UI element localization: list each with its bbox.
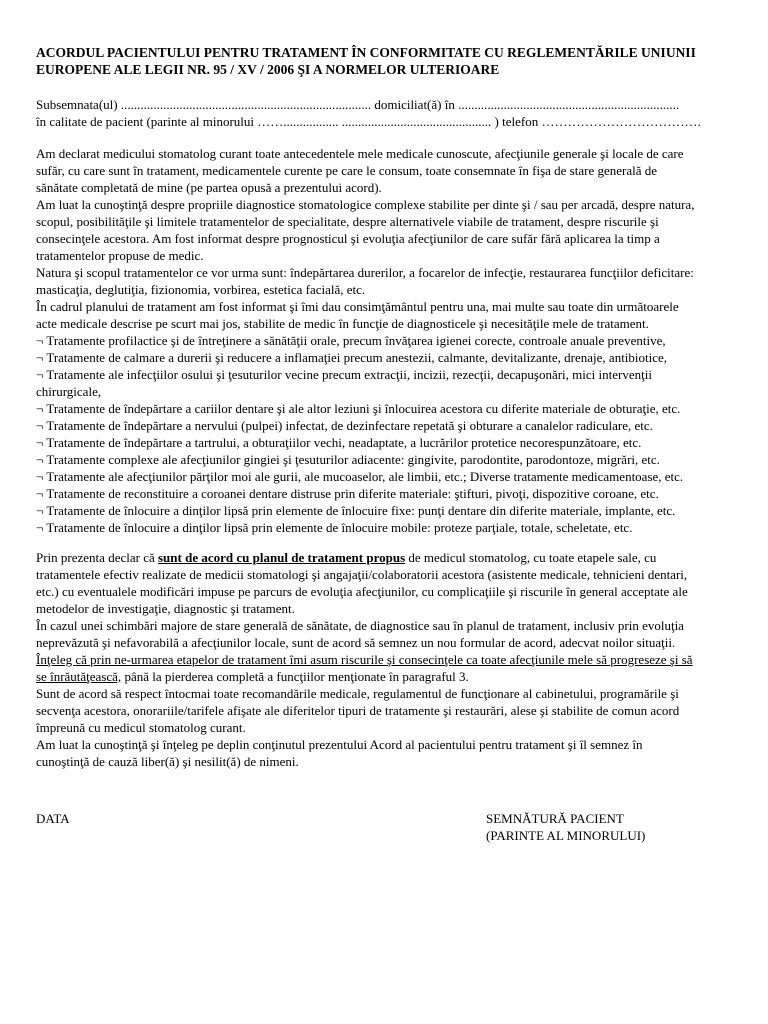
declaration-line: Am luat la cunoştinţă despre propriile diagnostice stomatologice complexe stabilite per dinte şi / sau per arcadă, despre natura, <box>36 197 695 212</box>
declaration-line: ¬ Tratamente profilactice şi de întreţinere a sănătăţii orale, precum învăţarea igienei corecte, controale anuale preventive, <box>36 333 666 348</box>
agreement-line: cunoştinţă de cauză liber(ă) şi nesilit(ă) de nimeni. <box>36 754 299 769</box>
agreement-paragraph <box>36 549 748 770</box>
declaration-line: Natura şi scopul tratamentelor ce vor urma sunt: îndepărtarea durerilor, a focarelor de infecţie, restaurarea funcţiilor deficitare: <box>36 265 694 280</box>
declaration-line: chirurgicale, <box>36 384 102 399</box>
declaration-line: ¬ Tratamente de îndepărtare a tartrului, a obturaţiilor vechi, neadaptate, a lucrărilor protetice necorespunzătoare, etc. <box>36 435 642 450</box>
declaration-line: acte medicale descrise pe scurt mai jos, stabilite de medic în funcţie de diagnosticele şi necesităţile mele de tratament. <box>36 316 649 331</box>
agreement-emphasis-text: sunt de acord cu planul de tratament propus <box>157 550 406 565</box>
agreement-line: etc.) cu eventualele modificări impuse pe parcurs de evoluţia afecţiunilor, cu complicaţiile şi riscurile în general acceptate ale <box>36 584 688 599</box>
declaration-line: ¬ Tratamente ale afecţiunilor părţilor moi ale gurii, ale mucoaselor, ale limbii, etc.; Diverse tratamente medicamentoase, etc. <box>36 469 684 484</box>
declaration-line: tratamentelor propuse de medic. <box>36 248 204 263</box>
declaration-line: ¬ Tratamente complexe ale afecţiunilor gingiei şi ţesuturilor adiacente: gingivite, parodontite, parodontoze, migrări, etc. <box>36 452 660 467</box>
agreement-intro-text: Prin prezenta declar că <box>36 550 158 565</box>
agreement-first-line <box>36 549 748 566</box>
patient-identity-fields <box>36 96 748 130</box>
guardian-phone-line: în calitate de pacient (parinte al minorului ……................. .............................................. ) telefon ………………………………. <box>36 114 701 129</box>
agreement-line: metodelor de investigaţie, diagnostic şi tratament. <box>36 601 295 616</box>
risk-acknowledgement-line: Înţeleg că prin ne-urmarea etapelor de tratament îmi asum riscurile şi consecinţele ca toate afecţiunile mele să progreseze şi să <box>36 652 693 667</box>
agreement-continuation-text: de medicul stomatolog, cu toate etapele sale, cu <box>405 550 657 565</box>
risk-underlined-text: se înrăutăţească, <box>36 669 122 684</box>
declaration-line: ¬ Tratamente ale infecţiilor osului şi ţesuturilor vecine precum extracţii, incizii, rezecţii, decapuşonări, mici intervenţii <box>36 367 652 382</box>
declaration-line: Am declarat medicului stomatolog curant toate antecedentele mele medicale cunoscute, afecţiunile generale şi locale de care <box>36 146 684 161</box>
risk-rest-text: până la pierderea completă a funcţiilor menţionate în paragraful 3. <box>121 669 469 684</box>
declaration-line: ¬ Tratamente de reconstituire a coroanei dentare distruse prin diferite materiale: ştifturi, pivoţi, dispozitive coroane, etc. <box>36 486 659 501</box>
agreement-line: împreună cu medicul stomatolog curant. <box>36 720 246 735</box>
agreement-line: Sunt de acord să respect întocmai toate recomandările medicale, regulamentul de funcţionare al cabinetului, programările şi <box>36 686 679 701</box>
declaration-line: sănătate completată de mine (pe partea opusă a prezentului acord). <box>36 180 382 195</box>
date-label: DATA <box>36 811 70 826</box>
declaration-line: ¬ Tratamente de îndepărtare a nervului (pulpei) infectat, de dezinfectare repetată şi obturare a canalelor radiculare, etc. <box>36 418 653 433</box>
name-address-line: Subsemnata(ul) ............................................................................. domiciliat(ă) în .................................................................... <box>36 97 680 112</box>
declarations-paragraph <box>36 145 748 536</box>
declaration-line: sufăr, cu care sunt în tratament, medicamentele curente pe care le consum, toate consemnate în fişa de stare generală de <box>36 163 658 178</box>
guardian-signature-label: (PARINTE AL MINORULUI) <box>486 828 646 843</box>
declaration-line: ¬ Tratamente de înlocuire a dinţilor lipsă prin elemente de înlocuire fixe: punţi dentare din diferite materiale, implante, etc. <box>36 503 676 518</box>
agreement-line: tratamentele efectiv realizate de medicii stomatologi şi angajaţii/colaboratorii acestora (asistente medicale, tehnicieni dentari, <box>36 567 688 582</box>
document-title <box>36 44 756 78</box>
title-line-2: EUROPENE ALE LEGII NR. 95 / XV / 2006 ŞI A NORMELOR ULTERIOARE <box>36 62 500 77</box>
declaration-line: ¬ Tratamente de îndepărtare a cariilor dentare şi ale altor leziuni şi înlocuirea acestora cu diferite materiale de obturaţie, etc. <box>36 401 681 416</box>
risk-acknowledgement-line-2 <box>36 668 748 685</box>
declaration-line: ¬ Tratamente de calmare a durerii şi reducere a inflamaţiei precum anestezii, calmante, devitalizante, drenaje, antibiotice, <box>36 350 668 365</box>
agreement-line: Am luat la cunoştinţă şi înţeleg pe deplin conţinutul prezentului Acord al pacientului pentru tratament şi îl semnez în <box>36 737 643 752</box>
declaration-line: ¬ Tratamente de înlocuire a dinţilor lipsă prin elemente de înlocuire mobile: proteze parţiale, totale, scheletate, etc. <box>36 520 633 535</box>
agreement-line: În cazul unei schimbări majore de stare generală de sănătate, de diagnostice sau în planul de tratament, inclusiv prin evoluţia <box>36 618 684 633</box>
agreement-lines-group-b <box>36 685 748 770</box>
declaration-line: masticaţia, deglutiţia, fizionomia, vorbirea, estetica facială, etc. <box>36 282 366 297</box>
declaration-line: consecinţele acestora. Am fost informat despre prognosticul şi evoluţia afecţiunilor de care sufăr fără aplicarea la timp a <box>36 231 660 246</box>
title-line-1: ACORDUL PACIENTULUI PENTRU TRATAMENT ÎN CONFORMITATE CU REGLEMENTĂRILE UNIUNII <box>36 45 696 60</box>
declaration-line: În cadrul planului de tratament am fost informat şi îmi dau consimţământul pentru una, mai multe sau toate din următoarele <box>36 299 679 314</box>
agreement-lines-group-a <box>36 566 748 651</box>
declaration-line: scopul, posibilităţile şi limitele tratamentelor de specialitate, despre alternativele viabile de tratament, despre riscurile şi <box>36 214 659 229</box>
agreement-line: secvenţa acestora, onorariile/tarifele afişate ale diferitelor tipuri de tratamente şi restaurări, alese şi stabilite de comun acord <box>36 703 680 718</box>
patient-signature-label: SEMNĂTURĂ PACIENT <box>486 811 624 826</box>
agreement-line: neprevăzută şi nefavorabilă a afecţiunilor locale, sunt de acord să semnez un nou formular de acord, adecvat noilor situaţii. <box>36 635 676 650</box>
